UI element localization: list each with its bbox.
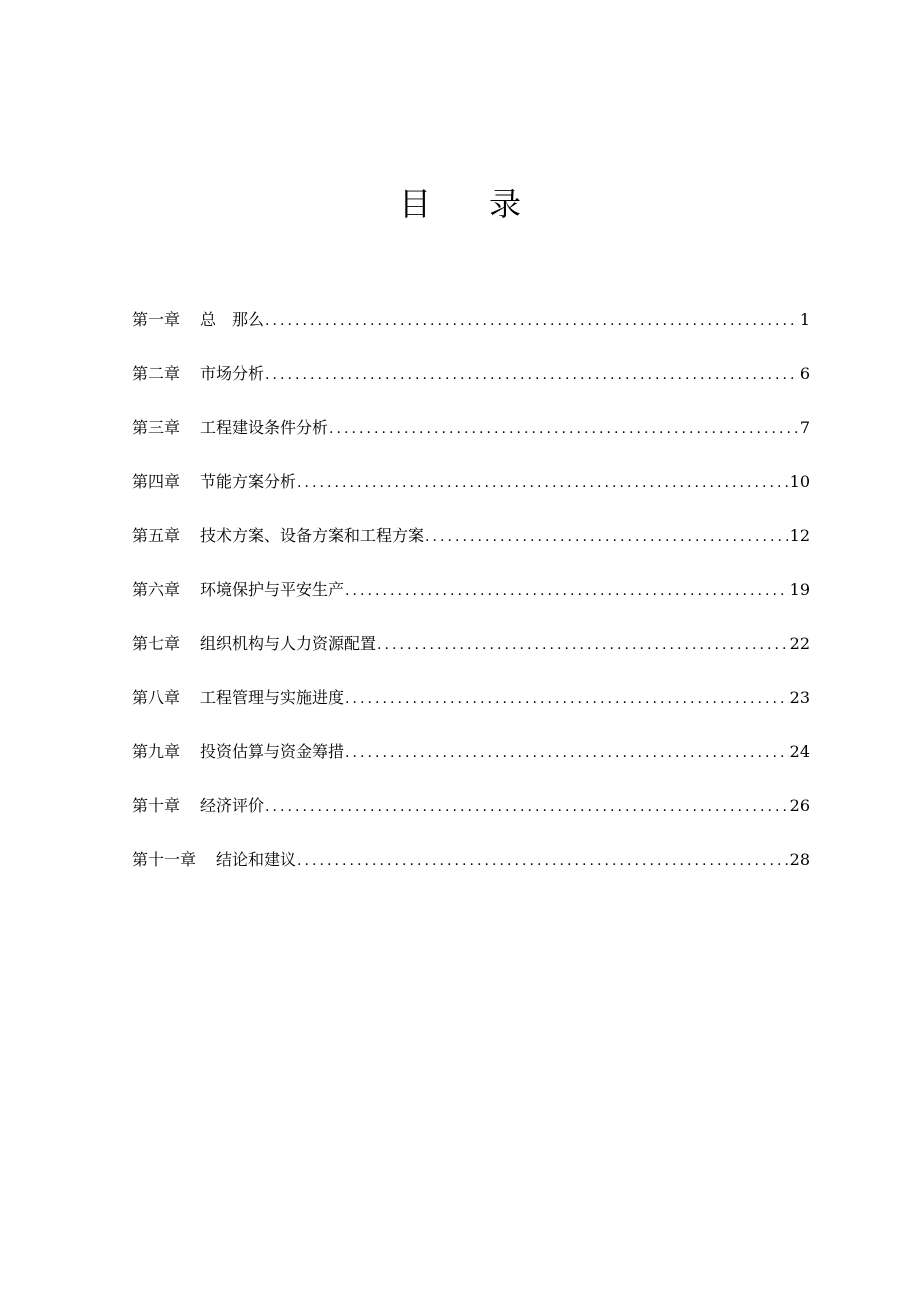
toc-heading: 投资估算与资金筹措 <box>200 742 345 761</box>
toc-page-number: 23 <box>789 688 810 707</box>
toc-dot-leader <box>329 414 799 444</box>
toc-heading: 工程建设条件分析 <box>200 418 329 437</box>
toc-dot-leader <box>265 792 789 822</box>
table-of-contents <box>132 305 810 899</box>
toc-chapter-label: 第三章 <box>132 418 181 437</box>
toc-heading: 工程管理与实施进度 <box>200 688 345 707</box>
toc-dot-leader <box>345 684 789 714</box>
toc-heading: 环境保护与平安生产 <box>200 580 345 599</box>
toc-entry[interactable] <box>132 791 810 845</box>
toc-entry[interactable] <box>132 629 810 683</box>
page-title <box>0 180 920 228</box>
toc-dot-leader <box>345 738 789 768</box>
toc-entry[interactable] <box>132 413 810 467</box>
toc-heading: 组织机构与人力资源配置 <box>200 634 377 653</box>
toc-heading: 经济评价 <box>200 796 265 815</box>
toc-dot-leader <box>345 576 789 606</box>
toc-chapter-label: 第九章 <box>132 742 181 761</box>
toc-chapter-label: 第七章 <box>132 634 181 653</box>
toc-page-number: 7 <box>799 418 810 437</box>
toc-dot-leader <box>425 522 789 552</box>
toc-entry[interactable] <box>132 521 810 575</box>
toc-chapter-label: 第五章 <box>132 526 181 545</box>
toc-page-number: 24 <box>789 742 810 761</box>
toc-chapter-label: 第二章 <box>132 364 181 383</box>
title-char-2: 录 <box>489 185 522 223</box>
toc-chapter-label: 第六章 <box>132 580 181 599</box>
toc-entry[interactable] <box>132 359 810 413</box>
toc-chapter-label: 第十章 <box>132 796 181 815</box>
toc-dot-leader <box>265 306 799 336</box>
toc-dot-leader <box>377 630 789 660</box>
toc-entry[interactable] <box>132 683 810 737</box>
toc-heading: 技术方案、设备方案和工程方案 <box>200 526 425 545</box>
toc-page-number: 12 <box>789 526 810 545</box>
toc-page-number: 22 <box>789 634 810 653</box>
toc-page-number: 6 <box>799 364 810 383</box>
toc-entry[interactable] <box>132 845 810 899</box>
toc-chapter-label: 第一章 <box>132 310 181 329</box>
toc-chapter-label: 第十一章 <box>132 850 197 869</box>
toc-heading: 市场分析 <box>200 364 265 383</box>
toc-dot-leader <box>297 846 789 876</box>
toc-page-number: 26 <box>789 796 810 815</box>
title-char-1: 目 <box>398 185 431 223</box>
toc-heading: 节能方案分析 <box>200 472 297 491</box>
toc-chapter-label: 第八章 <box>132 688 181 707</box>
toc-chapter-label: 第四章 <box>132 472 181 491</box>
toc-page-number: 19 <box>789 580 810 599</box>
toc-entry[interactable] <box>132 575 810 629</box>
toc-page-number: 10 <box>789 472 810 491</box>
toc-entry[interactable] <box>132 467 810 521</box>
toc-page-number: 28 <box>789 850 810 869</box>
toc-page-number: 1 <box>799 310 810 329</box>
toc-heading: 结论和建议 <box>216 850 297 869</box>
toc-dot-leader <box>297 468 789 498</box>
toc-heading: 总 那么 <box>200 310 265 329</box>
toc-entry[interactable] <box>132 305 810 359</box>
toc-dot-leader <box>265 360 799 390</box>
toc-entry[interactable] <box>132 737 810 791</box>
